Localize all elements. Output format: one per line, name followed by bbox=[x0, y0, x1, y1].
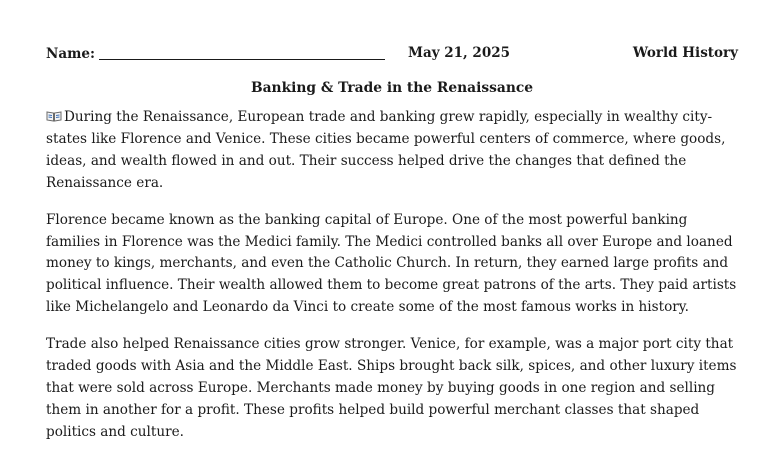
name-field bbox=[46, 45, 385, 62]
worksheet-date: May 21, 2025 bbox=[408, 45, 510, 61]
open-book-icon bbox=[46, 108, 62, 120]
reading-passage bbox=[46, 107, 738, 459]
worksheet-header bbox=[46, 45, 738, 65]
worksheet-page bbox=[46, 0, 738, 441]
name-label: Name: bbox=[46, 46, 95, 62]
paragraph-3: Trade also helped Renaissance cities grow stronger. Venice, for example, was a major port city that traded goods with Asia and the Middle East. Ships brought back silk, spices, and other luxury items that were sold across Europe. Merchants made money by buying goods in one region and selling them in another for a profit. These profits helped build powerful merchant classes that shaped politics and culture. bbox=[46, 336, 737, 440]
page-title: Banking & Trade in the Renaissance bbox=[250, 80, 534, 96]
name-blank-line[interactable] bbox=[99, 45, 385, 60]
paragraph-1 bbox=[46, 107, 738, 195]
paragraph-1-text: During the Renaissance, European trade and banking grew rapidly, especially in wealthy city-states like Florence and Venice. These cities became powerful centers of commerce, where goods, ideas, and wealth flowed in and out. Their success helped drive the changes that defined the Renaissance era. bbox=[46, 109, 726, 191]
subject-label: World History bbox=[632, 45, 738, 61]
paragraph-2: Florence became known as the banking capital of Europe. One of the most powerful banking families in Florence was the Medici family. The Medici controlled banks all over Europe and loaned money to kings, merchants, and even the Catholic Church. In return, they earned large profits and political influence. Their wealth allowed them to become great patrons of the arts. They paid artists like Michelangelo and Leonardo da Vinci to create some of the most famous works in history. bbox=[46, 211, 737, 316]
